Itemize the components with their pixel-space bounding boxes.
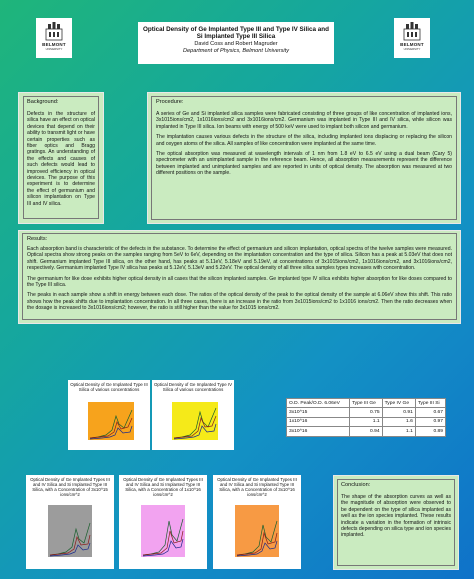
background-section bbox=[18, 92, 104, 224]
conclusion-heading: Conclusion: bbox=[341, 482, 371, 488]
poster-department: Department of Physics, Belmont University bbox=[182, 48, 289, 55]
table-value-cell: 1.6 bbox=[382, 417, 415, 426]
conclusion-panel bbox=[337, 479, 455, 566]
chart-plot bbox=[48, 505, 100, 563]
belmont-logo-right bbox=[394, 18, 430, 58]
background-text: Defects in the structure of silica have an effect on optical devices that depend on their ability to transmit light or have certain properties such as fiber optics and Bragg gratings. An understanding of the effects and causes of such defects would lead to improved efficiency in optical devices. The purpose of this experiment is to determine the effect of germanium and silicon implantation on Type III and IV silica. bbox=[27, 111, 95, 207]
procedure-paragraph-3: The optical absorption was measured at wavelength intervals of 1 nm from 1.8 eV to 6.5 eV using a dual beam (Cary 5) spectrometer with an unimplanted sample in the reference beam. Hence, all absorption measurements represent the difference between implanted and unimplanted samples and are reported in units of optical density. The absorption was measured at two different positions on the sample. bbox=[156, 151, 452, 177]
procedure-panel bbox=[151, 96, 457, 220]
belmont-crest-icon bbox=[401, 21, 423, 41]
table-value-cell: 0.75 bbox=[349, 408, 382, 417]
results-heading: Results: bbox=[27, 236, 48, 242]
table-row bbox=[287, 408, 446, 417]
table-value-cell: 0.94 bbox=[349, 427, 382, 436]
table-value-cell: 0.91 bbox=[382, 408, 415, 417]
chart-conc-3e15 bbox=[26, 475, 114, 569]
chart-title: Optical Density of Ge Implanted Types III and IV Silica and Si Implanted Type III Silica, with a Concentration of 3x10^16 ions/cm^2 bbox=[217, 477, 297, 497]
od-ratio-table bbox=[286, 398, 446, 437]
table-value-cell: 1.1 bbox=[382, 427, 415, 436]
table-header-cell: Type IV Ge bbox=[382, 399, 415, 408]
background-heading: Background: bbox=[27, 99, 59, 105]
belmont-logo-left bbox=[36, 18, 72, 58]
table-row bbox=[287, 417, 446, 426]
conclusion-section bbox=[333, 475, 459, 570]
logo-sub: UNIVERSITY bbox=[403, 47, 421, 51]
conclusion-text: The shape of the absorption curves as well as the magnitude of absorption were observed to be dependent on the type of silica implanted as well as the ion species implanted. These results indicate a variation in the formation of intrinsic defects depending on silica type and ion species implanted. bbox=[341, 494, 451, 539]
plot-area bbox=[235, 505, 279, 557]
background-panel bbox=[23, 96, 99, 219]
procedure-heading: Procedure: bbox=[156, 99, 184, 105]
results-paragraph-2: The germanium for like dose exhibits higher optical density in all cases that the silicon implanted samples. Ge implanted type IV silica exhibits higher absorption for like doses compared to the Type III silica. bbox=[27, 275, 452, 289]
procedure-section bbox=[147, 92, 461, 224]
logo-sub: UNIVERSITY bbox=[45, 47, 63, 51]
belmont-crest-icon bbox=[43, 21, 65, 41]
poster-title-box bbox=[138, 22, 334, 64]
table-dose-cell: 3x10^16 bbox=[287, 427, 350, 436]
chart-ge-type-iii bbox=[68, 380, 150, 450]
results-panel bbox=[22, 233, 457, 320]
poster-authors: David Coss and Robert Magruder bbox=[194, 41, 278, 48]
chart-title: Optical Density of Ge Implanted Type III Silica of various concentrations bbox=[70, 382, 148, 392]
plot-area bbox=[172, 402, 218, 440]
chart-title: Optical Density of Ge Implanted Types III and IV Silica and Si Implanted Type III Silica, with a Concentration of 1x10^16 ions/cm^2 bbox=[123, 477, 203, 497]
table-header-cell: Type III Ge bbox=[349, 399, 382, 408]
table-dose-cell: 3x10^15 bbox=[287, 408, 350, 417]
table-row bbox=[287, 427, 446, 436]
poster-title-line2: Si Implanted Type III Silica bbox=[196, 33, 276, 41]
chart-plot bbox=[88, 402, 134, 442]
plot-area bbox=[141, 505, 185, 557]
procedure-paragraph-1: A series of Ge and Si implanted silica samples were fabricated consisting of three groups of like concentration of implanted ions, 3x1015ions/cm2, 1x1016ions/cm2 and 3x1016ions/cm2. Germanium was implanted in Type III and IV silica, while silicon was implanted in Type III silica. Ion beams with energy of 500 keV were used to implant both silicon and germanium. bbox=[156, 111, 452, 130]
poster-title-line1: Optical Density of Ge Implanted Type III and Type IV Silica and bbox=[143, 26, 329, 33]
results-paragraph-3: The peaks in each sample show a shift in energy between each dose. The ratios of the optical density of the peak to the optical density of the sample at 6.06eV show this shift. This ratio shows how the peak shifts due to implantation concentration. In all three cases, there is an increase in the ratio from 3x1015ions/cm2 to 1x1016 ions/cm2. Then the ratio decreases when the dosage is increased to 3x1016ions/cm2; however, the ratio is still higher than the value for 3x1015 ions/cm2. bbox=[27, 292, 452, 312]
chart-ge-type-iv bbox=[152, 380, 234, 450]
table-value-cell: 1.1 bbox=[349, 417, 382, 426]
chart-plot bbox=[141, 505, 193, 563]
table-value-cell: 0.67 bbox=[415, 408, 445, 417]
table-value-cell: 0.97 bbox=[415, 417, 445, 426]
chart-plot bbox=[235, 505, 287, 563]
logo-name: BELMONT bbox=[400, 42, 424, 47]
chart-title: Optical Density of Ge Implanted Types III and IV Silica and Si Implanted Type III Silica, with a Concentration of 3x10^15 ions/cm^2 bbox=[30, 477, 110, 497]
chart-title: Optical Density of Ge Implanted Type IV Silica of various concentrations bbox=[154, 382, 233, 392]
table-header-row bbox=[287, 399, 446, 408]
logo-name: BELMONT bbox=[42, 42, 66, 47]
chart-plot bbox=[172, 402, 218, 442]
chart-conc-3e16 bbox=[213, 475, 301, 569]
procedure-paragraph-2: The implantation causes various defects in the structure of the silica, including implanted ions displacing or replacing the silicon and oxygen atoms of the silica. All samples of like concentration were implanted at the same time. bbox=[156, 134, 452, 147]
results-section bbox=[18, 230, 461, 324]
table-header-cell: O.D. Peak/O.D. 6.06eV bbox=[287, 399, 350, 408]
table-value-cell: 0.89 bbox=[415, 427, 445, 436]
table-dose-cell: 1x10^16 bbox=[287, 417, 350, 426]
table-header-cell: Type III Si bbox=[415, 399, 445, 408]
results-paragraph-1: Each absorption band is characteristic of the defects in the substance. To determine the effect of germanium and silicon implantation, optical spectra of the twelve samples were measured. Optical spectra show strong peaks on the samples ranging from 5eV to 6eV, depending on the implantation concentration and the type of silica. Silicon has a peak at 5.03eV that does not shift. Germanium implanted Type III silica, on the other hand, has peaks at 5.11eV, 5.18eV and 5.19eV, at concentrations of 3x1015ions/cm2, 1x1016ions/cm2, and 3x1016ions/cm2, respectively. Germanium implanted Type IV silica has peaks at 5.12eV, 5.13eV and 5.22eV. The optical density of all three silica samples types increases with concentration. bbox=[27, 246, 452, 272]
chart-conc-1e16 bbox=[119, 475, 207, 569]
